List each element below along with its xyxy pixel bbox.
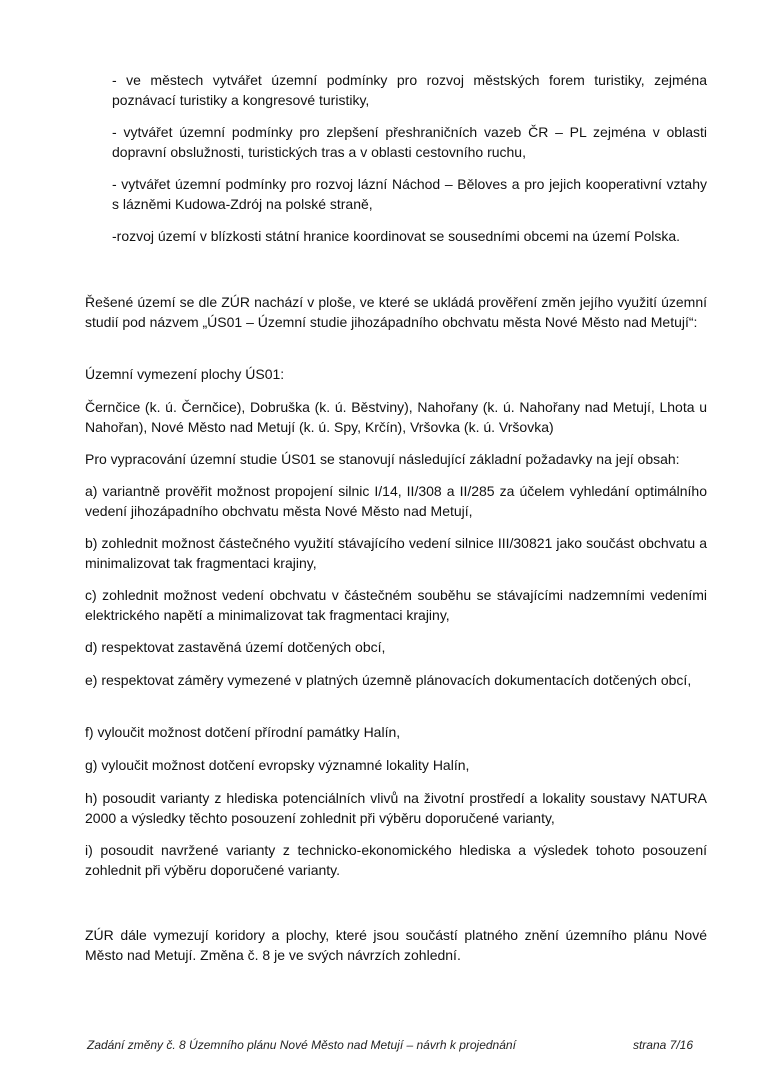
page-number: strana 7/16 xyxy=(632,1038,693,1052)
bullet-item: - ve městech vytvářet územní podmínky pro rozvoj městských forem turistiky, zejména poznávací turistiky a kongresové turistiky, xyxy=(112,72,707,108)
requirement-item: a) variantně prověřit možnost propojení silnic I/14, II/308 a II/285 za účelem vyhledání optimálního vedení jihozápadního obchvatu města Nové Město nad Metují, xyxy=(85,483,707,519)
vymezeni-heading: Územní vymezení plochy ÚS01: xyxy=(85,366,285,382)
requirement-item: f) vyloučit možnost dotčení přírodní památky Halín, xyxy=(85,724,401,740)
requirement-item: g) vyloučit možnost dotčení evropsky významné lokality Halín, xyxy=(85,757,470,773)
requirement-item: d) respektovat zastavěná území dotčených obcí, xyxy=(85,639,386,655)
requirement-item: b) zohlednit možnost částečného využití stávajícího vedení silnice III/30821 jako součást obchvatu a minimalizovat tak fragmentaci krajiny, xyxy=(85,535,707,571)
intro-paragraph: Řešené území se dle ZÚR nachází v ploše, ve které se ukládá prověření změn jejího využití územní studií pod názvem „ÚS01 – Územní studie jihozápadního obchvatu města Nové Město nad Metují“: xyxy=(85,294,707,330)
pozadavky-intro: Pro vypracování územní studie ÚS01 se stanovují následující základní požadavky na její obsah: xyxy=(85,451,680,467)
requirement-item: c) zohlednit možnost vedení obchvatu v částečném souběhu se stávajícími nadzemními vedeními elektrického napětí a minimalizovat tak fragmentaci krajiny, xyxy=(85,587,707,623)
requirement-item: e) respektovat záměry vymezené v platných územně plánovacích dokumentacích dotčených obcí, xyxy=(85,672,692,688)
footer-title: Zadání změny č. 8 Územního plánu Nové Město nad Metují – návrh k projednání xyxy=(87,1038,516,1052)
bullet-item: - vytvářet územní podmínky pro zlepšení přeshraničních vazeb ČR – PL zejména v oblasti dopravní obslužnosti, turistických tras a v oblasti cestovního ruchu, xyxy=(112,124,707,160)
vymezeni-text: Černčice (k. ú. Černčice), Dobruška (k. ú. Běstviny), Nahořany (k. ú. Nahořany nad Metují, Lhota u Nahořan), Nové Město nad Metují (k. ú. Spy, Krčín), Vršovka (k. ú. Vršovka) xyxy=(85,399,707,435)
requirement-item: i) posoudit navržené varianty z technicko-ekonomického hlediska a výsledek tohoto posouzení zohlednit při výběru doporučené varianty. xyxy=(85,842,707,878)
closing-paragraph: ZÚR dále vymezují koridory a plochy, které jsou součástí platného znění územního plánu Nové Město nad Metují. Změna č. 8 je ve svých návrzích zohlední. xyxy=(85,927,707,963)
requirement-item: h) posoudit varianty z hlediska potenciálních vlivů na životní prostředí a lokality soustavy NATURA 2000 a výsledky těchto posouzení zohlednit při výběru doporučené varianty, xyxy=(85,790,707,826)
bullet-item: - vytvářet územní podmínky pro rozvoj lázní Náchod – Běloves a pro jejich kooperativní vztahy s lázněmi Kudowa-Zdrój na polské straně, xyxy=(112,176,707,212)
bullet-item: -rozvoj území v blízkosti státní hranice koordinovat se sousedními obcemi na území Polska. xyxy=(112,228,681,244)
